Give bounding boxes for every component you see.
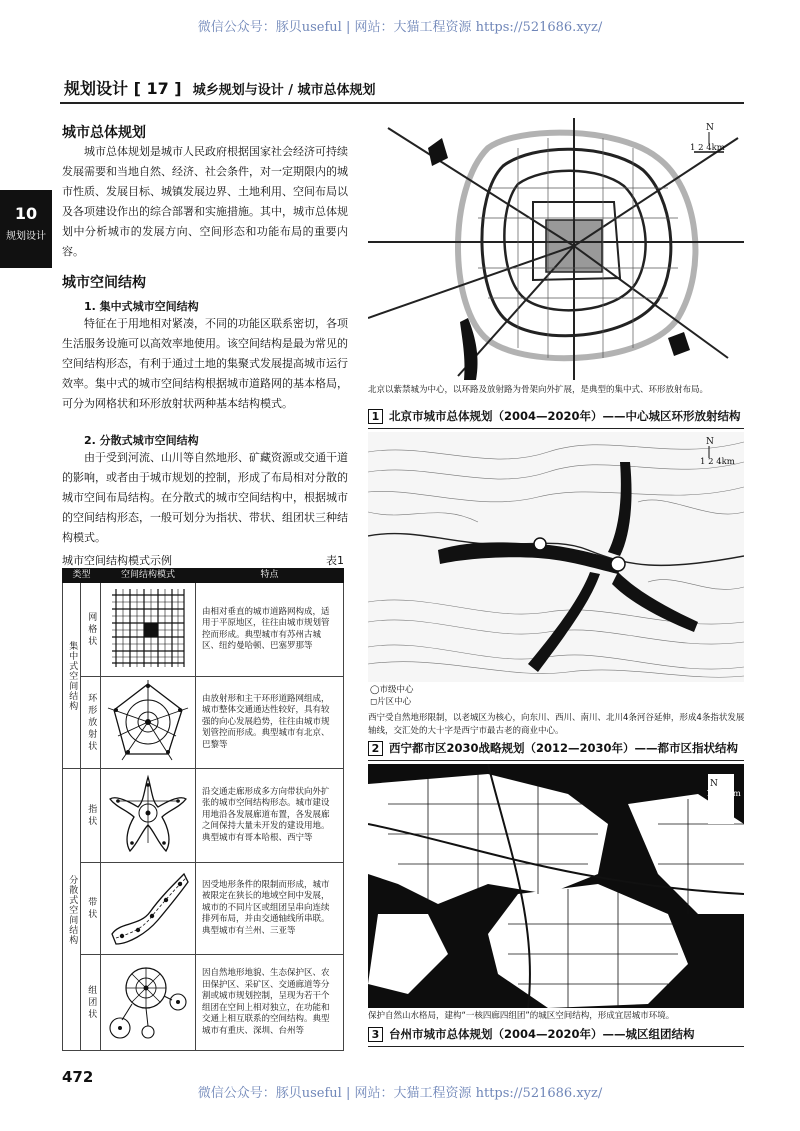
header-pattern: 空间结构模式 xyxy=(101,569,196,583)
table-title: 城市空间结构模式示例 xyxy=(62,554,172,567)
fig1-title: 1 北京市城市总体规划（2004—2020年）——中心城区环形放射结构 xyxy=(368,408,748,424)
map-xining xyxy=(368,432,744,682)
scale-bar-1: 1 2 4km xyxy=(690,143,725,153)
row-desc: 因自然地形地貌、生态保护区、农田保护区、采矿区、交通廊道等分割或城市规划控制，呈现为若干个组团在空间上相对独立，在功能和交通上相互联系的空间结构。典型城市有重庆、深圳、台州等 xyxy=(196,955,344,1051)
table-row xyxy=(63,583,344,677)
row-desc: 因受地形条件的限制而形成，城市被限定在狭长的地域空间中发展，城市的不同片区或组团呈串向连续排列布局，并由交通轴线所串联。典型城市有兰州、三亚等 xyxy=(196,863,344,955)
table-caption xyxy=(62,552,344,568)
header-rule xyxy=(60,102,744,104)
svg-text:N: N xyxy=(706,437,714,447)
table-row xyxy=(63,863,344,955)
section-title-spatial-structure: 城市空间结构 xyxy=(62,275,146,291)
subsection-text-dispersed: 由于受到河流、山川等自然地形、矿藏资源或交通干道的影响，或者由于城市规划的控制，形成了布局相对分散的城市空间布局结构。在分散式的城市空间结构中，根据城市的空间结构形态，一般可划分为指状、带状、组团状三种结构模式。 xyxy=(62,451,348,544)
legend-district-center: ◻片区中心 xyxy=(370,697,412,707)
row-desc: 沿交通走廊形成多方向带状向外扩张的城市空间结构形态。城市建设用地沿各发展廊道布置，各发展廊之间保持大量未开发的建设用地。典型城市有哥本哈根、西宁等 xyxy=(196,769,344,863)
watermark-top: 微信公众号：豚贝useful | 网站：大猫工程资源 https://521686.xyz/ xyxy=(197,20,603,35)
fig2-number: 2 xyxy=(368,741,383,756)
page-header xyxy=(64,76,744,98)
table-row xyxy=(63,769,344,863)
svg-text:N: N xyxy=(706,123,714,133)
header-title: 规划设计 [ 17 ] xyxy=(64,79,182,98)
circle-icon: ◯ xyxy=(370,685,380,695)
row-type: 网格状 xyxy=(81,583,101,677)
fig3-note: 保护自然山水格局，建构“一核四廊四组团”的城区空间结构，形成宜居城市环境。 xyxy=(368,1011,675,1021)
header-subtitle: 城乡规划与设计 / 城市总体规划 xyxy=(192,83,376,98)
scale-bar-3: 1 2 4km xyxy=(706,789,741,799)
subsection-title-dispersed: 2. 分散式城市空间结构 xyxy=(84,434,199,447)
linear-diagram xyxy=(101,863,196,955)
subsection-title-centralized: 1. 集中式城市空间结构 xyxy=(84,300,199,313)
svg-text:N: N xyxy=(710,779,718,789)
row-type: 指状 xyxy=(81,769,101,863)
chapter-label: 规划设计 xyxy=(6,231,46,242)
section-text-master-plan: 城市总体规划是城市人民政府根据国家社会经济可持续发展需要和当地自然、经济、社会条件，对一定期限内的城市性质、发展目标、城镇发展边界、土地利用、空间布局以及各项建设作出的综合部署和实施措施。其中，城市总体规划中分析城市的发展方向、空间形态和功能布局的重要内容。 xyxy=(62,145,348,258)
table-label: 表1 xyxy=(326,554,344,567)
watermark-bottom: 微信公众号：豚贝useful | 网站：大猫工程资源 https://521686.xyz/ xyxy=(197,1086,603,1101)
fig2-title: 2 西宁都市区2030战略规划（2012—2030年）——都市区指状结构 xyxy=(368,740,748,756)
map-beijing xyxy=(368,118,744,380)
finger-diagram xyxy=(101,769,196,863)
group-centralized: 集中式空间结构 xyxy=(63,583,81,769)
legend-city-center: ◯市级中心 xyxy=(370,685,414,695)
table-row xyxy=(63,955,344,1051)
row-desc: 由相对垂直的城市道路网构成，适用于平原地区，往往由城市规划管控而形成。典型城市有苏州古城区、纽约曼哈顿、巴塞罗那等 xyxy=(196,583,344,677)
square-icon: ◻ xyxy=(370,697,378,707)
group-dispersed: 分散式空间结构 xyxy=(63,769,81,1051)
map-taizhou xyxy=(368,764,744,1008)
header-feature: 特点 xyxy=(196,569,344,583)
table-row xyxy=(63,677,344,769)
scale-bar-2: 1 2 4km xyxy=(700,457,735,467)
cluster-diagram xyxy=(101,955,196,1051)
row-type: 组团状 xyxy=(81,955,101,1051)
subsection-text-centralized: 特征在于用地相对紧凑，不同的功能区联系密切，各项生活服务设施可以高效率地使用。该空间结构是最为常见的空间结构形态，有利于通过土地的集聚式发展提高城市运行效率。集中式的城市空间结构根据城市道路网的基本格局，可分为网格状和环形放射状两种基本结构模式。 xyxy=(62,317,348,410)
chapter-tab xyxy=(0,190,52,268)
fig2-rule xyxy=(368,760,744,761)
fig1-number: 1 xyxy=(368,409,383,424)
chapter-number: 10 xyxy=(14,204,38,223)
section-title-master-plan: 城市总体规划 xyxy=(62,125,146,141)
header-type: 类型 xyxy=(63,569,101,583)
ring-radial-diagram xyxy=(101,677,196,769)
row-desc: 由放射形和主干环形道路网组成，城市整体交通通达性较好，具有较强的向心发展趋势，往往由城市规划管控而形成。典型城市有北京、巴黎等 xyxy=(196,677,344,769)
fig2-legend xyxy=(370,684,414,708)
row-type: 环形放射状 xyxy=(81,677,101,769)
fig3-number: 3 xyxy=(368,1027,383,1042)
fig2-note: 西宁受自然地形限制，以老城区为核心，向东川、西川、南川、北川4条河谷延伸，形成4条指状发展轴线，交汇处的大十字是西宁市最古老的商业中心。 xyxy=(368,713,745,736)
fig1-note: 北京以紫禁城为中心，以环路及放射路为骨架向外扩展，是典型的集中式、环形放射布局。 xyxy=(368,385,709,395)
grid-diagram xyxy=(101,583,196,677)
structure-table xyxy=(62,568,344,1051)
fig3-title: 3 台州市城市总体规划（2004—2020年）——城区组团结构 xyxy=(368,1026,748,1042)
table-header-row xyxy=(63,569,344,583)
fig1-rule xyxy=(368,428,744,429)
fig3-rule xyxy=(368,1046,744,1047)
row-type: 带状 xyxy=(81,863,101,955)
page-number: 472 xyxy=(62,1068,94,1086)
